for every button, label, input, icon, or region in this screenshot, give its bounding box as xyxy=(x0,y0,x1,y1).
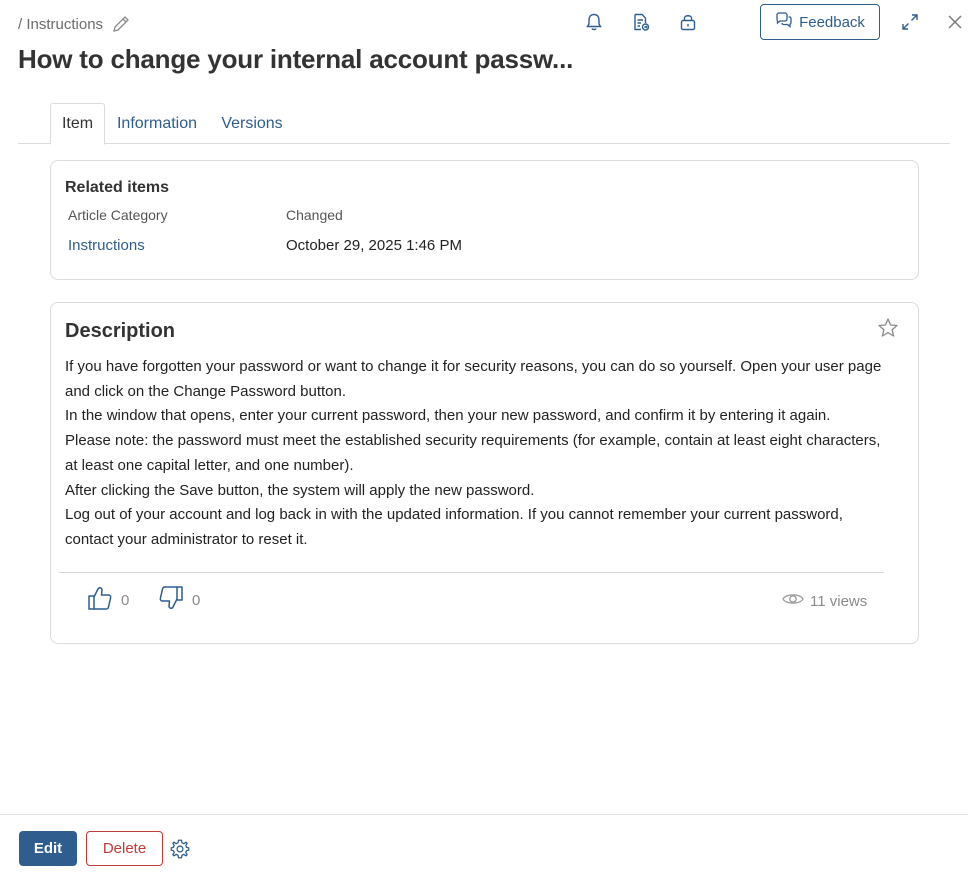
description-paragraph: After clicking the Save button, the system will apply the new password. xyxy=(65,481,535,499)
description-paragraph: Log out of your account and log back in with the updated information. If you cannot remember your current password, contact your administrator to reset it. xyxy=(65,506,843,548)
changed-label: Changed xyxy=(286,207,343,223)
like-button[interactable] xyxy=(87,585,129,616)
breadcrumb-link[interactable]: / Instructions xyxy=(18,15,104,33)
description-heading: Description xyxy=(65,320,176,342)
lock-icon[interactable] xyxy=(676,10,700,34)
changed-date: October 29, 2025 1:46 PM xyxy=(286,237,462,254)
thumbs-up-icon xyxy=(87,585,113,616)
page-title: How to change your internal account passw... xyxy=(18,44,574,74)
close-icon[interactable] xyxy=(943,10,967,34)
pencil-icon[interactable] xyxy=(111,14,131,34)
star-icon[interactable] xyxy=(877,317,901,341)
views-counter xyxy=(782,591,867,611)
eye-icon xyxy=(782,591,804,611)
description-paragraph: Please note: the password must meet the established security requirements (for example, contain at least eight characters, at least one capital letter, and one number). xyxy=(65,432,881,474)
breadcrumb xyxy=(18,14,131,34)
footer-divider xyxy=(0,814,968,815)
bell-icon[interactable] xyxy=(582,10,606,34)
article-category-label: Article Category xyxy=(68,207,168,223)
edit-button[interactable]: Edit xyxy=(19,831,77,866)
tab-versions[interactable]: Versions xyxy=(221,114,283,132)
feedback-label: Feedback xyxy=(799,13,865,31)
like-count: 0 xyxy=(121,592,130,609)
feedback-button[interactable] xyxy=(760,4,880,40)
expand-icon[interactable] xyxy=(898,10,922,34)
document-icon[interactable] xyxy=(629,10,653,34)
tab-item[interactable]: Item xyxy=(50,103,105,145)
description-paragraph: In the window that opens, enter your current password, then your new password, and confirm it by entering it again. xyxy=(65,407,831,425)
related-items-heading: Related items xyxy=(65,179,170,196)
dislike-button[interactable] xyxy=(158,585,200,616)
dislike-count: 0 xyxy=(192,592,201,609)
tab-information[interactable]: Information xyxy=(116,114,198,132)
gear-icon[interactable] xyxy=(169,838,191,860)
tab-bar xyxy=(18,103,950,144)
delete-button[interactable]: Delete xyxy=(86,831,163,866)
article-category-link[interactable]: Instructions xyxy=(68,237,145,254)
chat-bubbles-icon xyxy=(775,12,793,32)
related-items-card xyxy=(50,160,919,280)
description-card xyxy=(50,302,919,644)
thumbs-down-icon xyxy=(158,585,184,616)
description-divider xyxy=(59,572,884,573)
description-paragraph: If you have forgotten your password or want to change it for security reasons, you can do so yourself. Open your user page and click on the Change Password button. xyxy=(65,358,882,400)
description-body xyxy=(65,355,895,553)
views-count: 11 views xyxy=(810,592,868,610)
